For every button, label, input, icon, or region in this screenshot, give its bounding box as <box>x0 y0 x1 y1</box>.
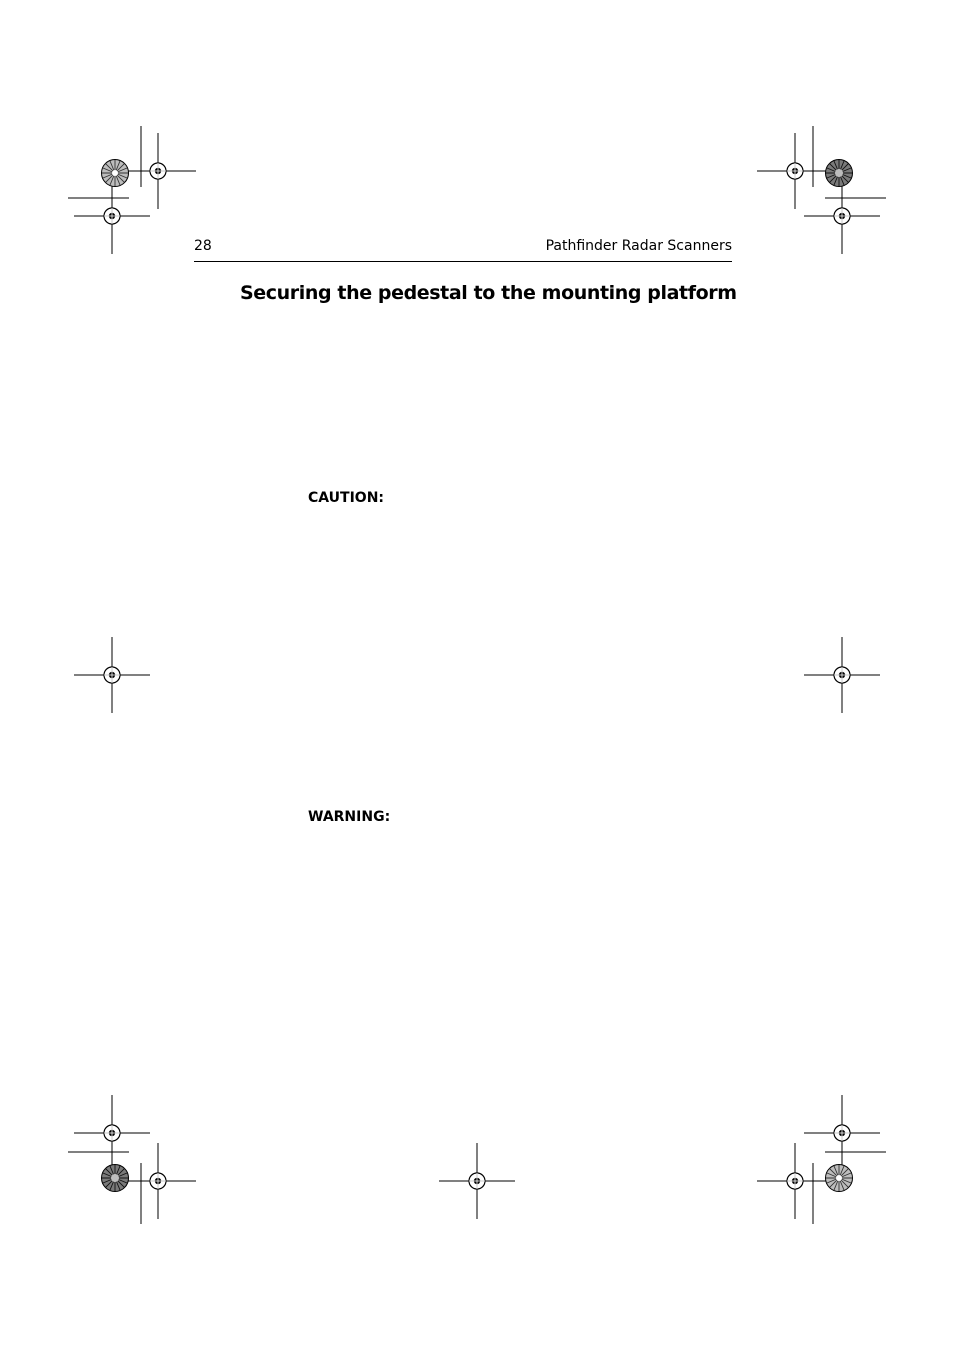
header-rule <box>194 261 732 262</box>
running-header-title: Pathfinder Radar Scanners <box>545 238 732 254</box>
caution-label: CAUTION: <box>308 490 385 506</box>
section-heading: Securing the pedestal to the mounting platform <box>240 282 737 304</box>
star-target-icon <box>102 160 853 1192</box>
crop-marks-top <box>68 126 886 198</box>
warning-label: WARNING: <box>308 809 391 825</box>
page-number: 28 <box>194 238 212 254</box>
